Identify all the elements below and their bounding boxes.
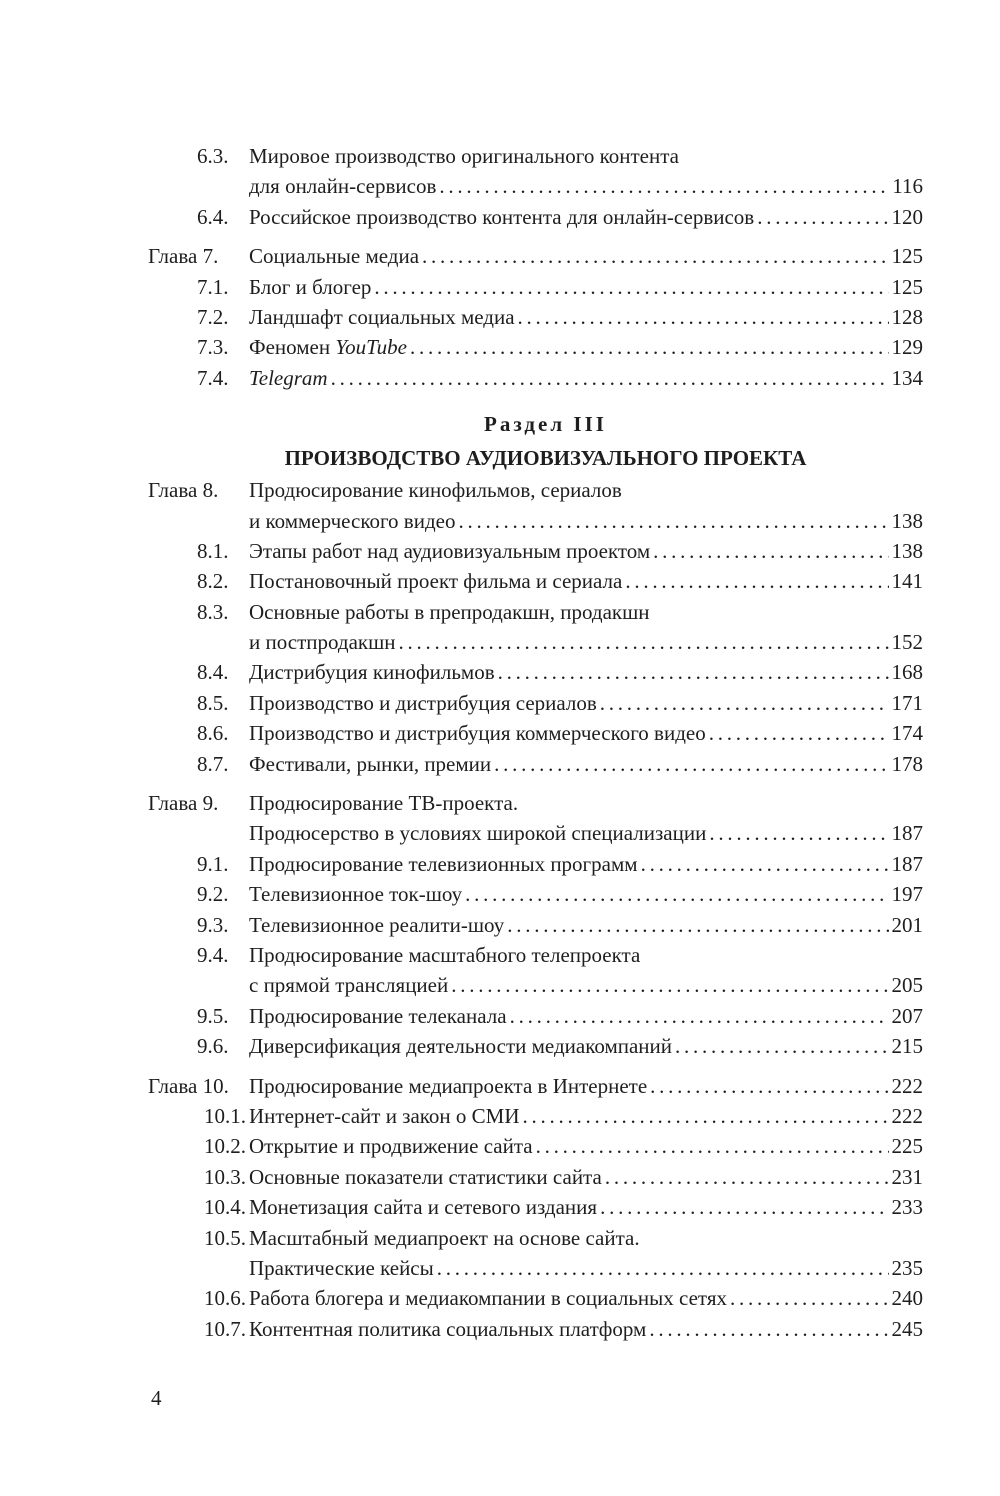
entry-page-number[interactable]: 205 [891, 973, 923, 998]
entry-title-text: Дистрибуция кинофильмов [249, 660, 495, 685]
toc-line [148, 475, 923, 505]
dot-leader [605, 1162, 889, 1192]
entry-number: 8.5. [197, 690, 229, 715]
toc-section-entry[interactable] [148, 536, 923, 566]
toc-section-entry[interactable] [148, 363, 923, 393]
entry-title-text: Фестивали, рынки, премии [249, 751, 492, 776]
entry-title [249, 1223, 640, 1253]
dot-leader [650, 1071, 888, 1101]
entry-title-text: Продюсирование телевизионных программ [249, 851, 638, 876]
entry-title-italic: YouTube [335, 335, 407, 360]
toc-line [148, 1101, 923, 1131]
entry-page-number[interactable]: 178 [891, 751, 923, 776]
entry-title-text: Продюсирование телеканала [249, 1003, 507, 1028]
dot-leader [757, 202, 888, 232]
entry-title-text: Телевизионное реалити-шоу [249, 912, 505, 937]
toc-section-entry[interactable] [148, 849, 923, 879]
entry-number: Глава 9. [148, 791, 219, 816]
entry-number: 9.3. [197, 912, 229, 937]
toc-line [148, 688, 923, 718]
entry-title [249, 657, 495, 687]
toc-line [148, 1001, 923, 1031]
entry-title-text: Российское производство контента для онлайн-сервисов [249, 204, 755, 229]
entry-title [249, 627, 396, 657]
entry-title-text: Феномен [249, 335, 336, 360]
toc-line [148, 940, 923, 970]
toc-line [148, 1314, 923, 1344]
dot-leader [536, 1131, 889, 1161]
entry-number: 10.4. [204, 1195, 246, 1220]
entry-title-text: Производство и дистрибуция коммерческого видео [249, 721, 706, 746]
entry-title [249, 849, 638, 879]
entry-number: 10.3. [204, 1164, 246, 1189]
entry-number: 9.5. [197, 1003, 229, 1028]
toc-line [148, 970, 923, 1000]
dot-leader [600, 688, 889, 718]
toc-line [148, 171, 923, 201]
entry-page-number[interactable]: 138 [891, 508, 923, 533]
entry-title-text: Продюсирование ТВ-проекта. [249, 791, 519, 816]
toc-line [148, 1192, 923, 1222]
entry-number: 9.6. [197, 1034, 229, 1059]
entry-title [249, 363, 328, 393]
entry-page-number[interactable]: 125 [891, 274, 923, 299]
toc-line [148, 1223, 923, 1253]
toc-line [148, 536, 923, 566]
entry-number: 10.5. [204, 1225, 246, 1250]
entry-title [249, 241, 419, 271]
table-of-contents [148, 141, 923, 1344]
entry-title-text: Основные показатели статистики сайта [249, 1164, 602, 1189]
toc-section-entry[interactable] [148, 1283, 923, 1313]
entry-title-italic: Telegram [249, 365, 328, 390]
entry-title [249, 749, 491, 779]
dot-leader [494, 749, 888, 779]
toc-line [148, 627, 923, 657]
entry-title [249, 879, 462, 909]
toc-section-entry[interactable] [148, 1314, 923, 1344]
dot-leader [675, 1031, 888, 1061]
entry-page-number[interactable]: 245 [891, 1316, 923, 1341]
toc-section-entry[interactable] [148, 202, 923, 232]
entry-page-number[interactable]: 128 [891, 304, 923, 329]
entry-title [249, 1162, 602, 1192]
section-label: Раздел III [484, 412, 607, 437]
entry-number: 9.2. [197, 882, 229, 907]
toc-line [148, 1253, 923, 1283]
dot-leader [518, 302, 889, 332]
toc-line [148, 657, 923, 687]
entry-title [249, 940, 640, 970]
entry-number: 6.3. [197, 144, 229, 168]
entry-number: 10.6. [204, 1286, 246, 1311]
entry-title-text: Социальные медиа [249, 244, 420, 269]
toc-line [148, 818, 923, 848]
entry-number: 7.1. [197, 274, 229, 299]
section-title: ПРОИЗВОДСТВО АУДИОВИЗУАЛЬНОГО ПРОЕКТА [284, 446, 807, 471]
entry-title-text: Основные работы в препродакшн, продакшн [249, 599, 650, 624]
toc-section-entry[interactable] [148, 879, 923, 909]
toc-line [148, 272, 923, 302]
toc-line [148, 1283, 923, 1313]
entry-page-number[interactable]: 168 [891, 660, 923, 685]
entry-page-number[interactable]: 225 [891, 1134, 923, 1159]
entry-title [249, 272, 371, 302]
dot-leader [523, 1101, 889, 1131]
entry-number: Глава 8. [148, 478, 219, 503]
toc-line [148, 241, 923, 271]
entry-title [249, 970, 448, 1000]
toc-section-entry[interactable] [148, 1192, 923, 1222]
dot-leader [439, 171, 889, 201]
entry-title [249, 536, 650, 566]
entry-title-text: Производство и дистрибуция сериалов [249, 690, 597, 715]
toc-line [148, 566, 923, 596]
entry-title-text: Интернет-сайт и закон о СМИ [249, 1103, 520, 1128]
toc-line [148, 202, 923, 232]
entry-title [249, 1071, 647, 1101]
entry-page-number[interactable]: 201 [891, 912, 923, 937]
entry-title-text: Этапы работ над аудиовизуальным проектом [249, 538, 651, 563]
dot-leader [422, 241, 888, 271]
dot-leader [458, 506, 888, 536]
entry-title-text: Диверсификация деятельности медиакомпаний [249, 1034, 673, 1059]
toc-line [148, 718, 923, 748]
dot-leader [465, 879, 888, 909]
toc-section-entry[interactable] [148, 688, 923, 718]
dot-leader [649, 1314, 888, 1344]
entry-number: 10.7. [204, 1316, 246, 1341]
toc-section-entry[interactable] [148, 332, 923, 362]
dot-leader [653, 536, 888, 566]
dot-leader [709, 718, 889, 748]
entry-page-number[interactable]: 207 [891, 1003, 923, 1028]
entry-number: 9.1. [197, 851, 229, 876]
entry-title-text: Продюсерство в условиях широкой специализации [249, 821, 707, 846]
toc-line [148, 597, 923, 627]
entry-title [249, 171, 436, 201]
dot-leader [331, 363, 889, 393]
toc-line [148, 749, 923, 779]
entry-title [249, 818, 706, 848]
entry-page-number[interactable]: 134 [891, 365, 923, 390]
entry-page-number[interactable]: 120 [891, 204, 923, 229]
toc-line [148, 363, 923, 393]
toc-section-entry[interactable] [148, 597, 923, 658]
entry-title [249, 506, 455, 536]
dot-leader [451, 970, 888, 1000]
toc-section-entry[interactable] [148, 566, 923, 596]
entry-page-number[interactable]: 235 [891, 1255, 923, 1280]
entry-title-text: Блог и блогер [249, 274, 372, 299]
toc-line [148, 1071, 923, 1101]
toc-section-entry[interactable] [148, 1031, 923, 1061]
toc-line [148, 788, 923, 818]
entry-title [249, 475, 622, 505]
entry-title [249, 1283, 727, 1313]
entry-page-number[interactable]: 187 [891, 821, 923, 846]
entry-number: 8.7. [197, 751, 229, 776]
entry-title-text: для онлайн-сервисов [249, 174, 437, 199]
entry-title [249, 788, 518, 818]
entry-number: 8.6. [197, 721, 229, 746]
entry-number: 7.3. [197, 335, 229, 360]
toc-section-entry[interactable] [148, 302, 923, 332]
entry-title-text: Телевизионное ток-шоу [249, 882, 463, 907]
entry-title [249, 1314, 646, 1344]
entry-page-number[interactable]: 215 [891, 1034, 923, 1059]
entry-page-number[interactable]: 125 [891, 244, 923, 269]
toc-chapter-entry[interactable] [148, 788, 923, 849]
entry-title [249, 1101, 520, 1131]
toc-line [148, 302, 923, 332]
entry-page-number[interactable]: 138 [891, 538, 923, 563]
toc-chapter-entry[interactable] [148, 241, 923, 271]
entry-number: 8.4. [197, 660, 229, 685]
entry-title [249, 1031, 672, 1061]
dot-leader [374, 272, 888, 302]
entry-title-text: Монетизация сайта и сетевого издания [249, 1195, 598, 1220]
entry-title-text: Продюсирование масштабного телепроекта [249, 942, 641, 967]
entry-page-number[interactable]: 233 [891, 1195, 923, 1220]
entry-title [249, 332, 407, 362]
entry-title-text: Практические кейсы [249, 1255, 434, 1280]
page-number: 4 [151, 1386, 162, 1410]
entry-page-number[interactable]: 174 [891, 721, 923, 746]
entry-title-text: и коммерческого видео [249, 508, 456, 533]
entry-title [249, 688, 597, 718]
entry-title [249, 718, 706, 748]
toc-section-entry[interactable] [148, 1001, 923, 1031]
entry-title [249, 910, 504, 940]
entry-page-number[interactable]: 222 [891, 1073, 923, 1098]
entry-title [249, 1131, 533, 1161]
entry-number: 8.3. [197, 599, 229, 624]
dot-leader [510, 1001, 889, 1031]
toc-section-entry[interactable] [148, 272, 923, 302]
toc-section-entry[interactable] [148, 718, 923, 748]
toc-section-entry[interactable] [148, 1223, 923, 1284]
entry-title [249, 302, 515, 332]
entry-title [249, 1253, 434, 1283]
entry-page-number[interactable]: 222 [891, 1103, 923, 1128]
entry-title-text: Масштабный медиапроект на основе сайта. [249, 1225, 640, 1250]
entry-title [249, 1192, 597, 1222]
toc-section-entry[interactable] [148, 910, 923, 940]
toc-chapter-entry[interactable] [148, 475, 923, 536]
toc-section-entry[interactable] [148, 1131, 923, 1161]
entry-title-text: Продюсирование кинофильмов, сериалов [249, 478, 622, 503]
entry-number: 8.2. [197, 569, 229, 594]
dot-leader [730, 1283, 889, 1313]
entry-title [249, 202, 754, 232]
entry-title-text: и постпродакшн [249, 630, 396, 655]
dot-leader [498, 657, 889, 687]
entry-page-number[interactable]: 187 [891, 851, 923, 876]
entry-title [249, 141, 679, 171]
toc-line [148, 141, 923, 171]
dot-leader [507, 910, 888, 940]
entry-page-number[interactable]: 152 [891, 630, 923, 655]
entry-title-text: Открытие и продвижение сайта [249, 1134, 533, 1159]
entry-title [249, 566, 622, 596]
entry-page-number[interactable]: 116 [892, 174, 923, 199]
entry-number: 6.4. [197, 204, 229, 229]
entry-page-number[interactable]: 197 [891, 882, 923, 907]
entry-page-number[interactable]: 129 [891, 335, 923, 360]
entry-number: 7.4. [197, 365, 229, 390]
toc-section-entry[interactable] [148, 749, 923, 779]
dot-leader [709, 818, 888, 848]
toc-line [148, 1162, 923, 1192]
entry-number: 7.2. [197, 304, 229, 329]
entry-page-number[interactable]: 231 [891, 1164, 923, 1189]
toc-line [148, 1131, 923, 1161]
toc-section-entry[interactable] [148, 1101, 923, 1131]
toc-line [148, 910, 923, 940]
entry-page-number[interactable]: 141 [891, 569, 923, 594]
entry-title-text: Работа блогера и медиакомпании в социальных сетях [249, 1286, 727, 1311]
toc-chapter-entry[interactable] [148, 1071, 923, 1101]
entry-title-text: Мировое производство оригинального контента [249, 144, 679, 168]
entry-title-text: Продюсирование медиапроекта в Интернете [249, 1073, 648, 1098]
entry-number: 9.4. [197, 942, 229, 967]
dot-leader [399, 627, 889, 657]
toc-section-entry[interactable] [148, 940, 923, 1001]
entry-page-number[interactable]: 171 [891, 690, 923, 715]
entry-title-text: Контентная политика социальных платформ [249, 1316, 647, 1341]
toc-section-entry[interactable] [148, 141, 923, 202]
entry-title-text: с прямой трансляцией [249, 973, 449, 998]
toc-line [148, 332, 923, 362]
dot-leader [625, 566, 888, 596]
entry-title-text: Ландшафт социальных медиа [249, 304, 515, 329]
entry-title-text: Постановочный проект фильма и сериала [249, 569, 623, 594]
entry-number: Глава 10. [148, 1073, 229, 1098]
toc-line [148, 506, 923, 536]
toc-section-entry[interactable] [148, 657, 923, 687]
entry-number: 10.1. [204, 1103, 246, 1128]
entry-number: 10.2. [204, 1134, 246, 1159]
toc-section-entry[interactable] [148, 1162, 923, 1192]
entry-number: 8.1. [197, 538, 229, 563]
entry-title [249, 597, 650, 627]
entry-page-number[interactable]: 240 [891, 1286, 923, 1311]
dot-leader [437, 1253, 889, 1283]
entry-number: Глава 7. [148, 244, 219, 269]
toc-line [148, 879, 923, 909]
entry-title [249, 1001, 507, 1031]
dot-leader [410, 332, 889, 362]
toc-line [148, 849, 923, 879]
toc-line [148, 1031, 923, 1061]
dot-leader [641, 849, 889, 879]
dot-leader [600, 1192, 888, 1222]
